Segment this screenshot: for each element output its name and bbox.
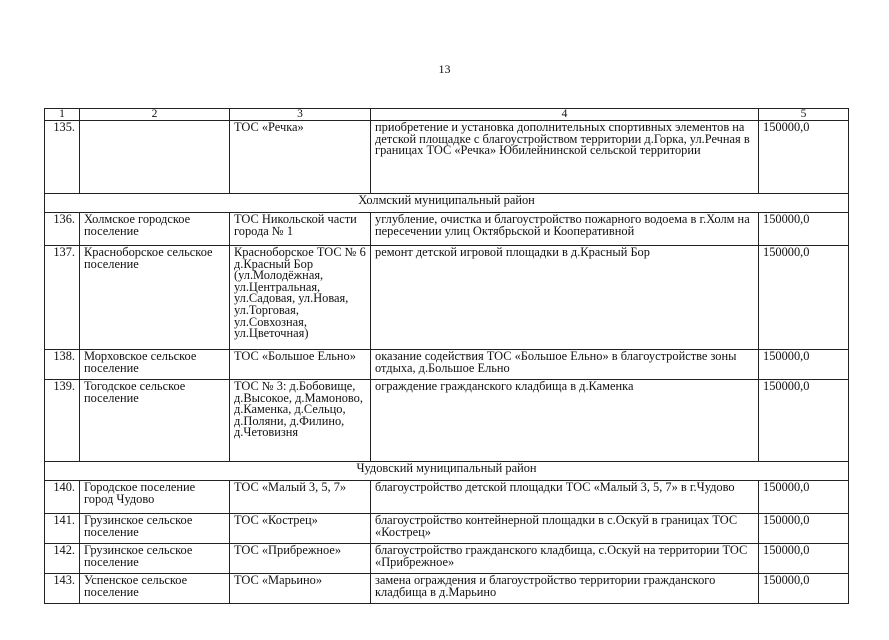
table-row bbox=[45, 481, 849, 514]
description-cell: оказание содействия ТОС «Большое Ельно» в благоустройстве зоны отдыха, д.Большое Ельно bbox=[371, 350, 759, 380]
tos-cell: Красноборское ТОС № 6 д.Красный Бор (ул.Молодёжная, ул.Центральная, ул.Садовая, ул.Новая, ул.Торговая, ул.Совхозная, ул.Цветочная) bbox=[230, 246, 371, 350]
row-number: 143. bbox=[45, 574, 80, 604]
row-number: 137. bbox=[45, 246, 80, 350]
settlement-cell: Тогодское сельское поселение bbox=[80, 380, 230, 462]
description-cell: благоустройство контейнерной площадки в с.Оскуй в границах ТОС «Кострец» bbox=[371, 514, 759, 544]
description-cell: углубление, очистка и благоустройство пожарного водоема в г.Холм на пересечении улиц Октябрьской и Кооперативной bbox=[371, 213, 759, 246]
settlement-cell: Грузинское сельское поселение bbox=[80, 544, 230, 574]
description-cell: благоустройство детской площадки ТОС «Малый 3, 5, 7» в г.Чудово bbox=[371, 481, 759, 514]
table-row bbox=[45, 121, 849, 194]
section-row bbox=[45, 462, 849, 481]
grants-table bbox=[44, 108, 849, 604]
tos-cell: ТОС «Речка» bbox=[230, 121, 371, 194]
amount-cell: 150000,0 bbox=[759, 246, 849, 350]
column-header: 5 bbox=[759, 109, 849, 121]
table-row bbox=[45, 213, 849, 246]
settlement-cell: Успенское сельское поселение bbox=[80, 574, 230, 604]
description-cell: ограждение гражданского кладбища в д.Каменка bbox=[371, 380, 759, 462]
amount-cell: 150000,0 bbox=[759, 121, 849, 194]
column-header: 1 bbox=[45, 109, 80, 121]
section-title: Чудовский муниципальный район bbox=[45, 462, 849, 481]
row-number: 136. bbox=[45, 213, 80, 246]
row-number: 140. bbox=[45, 481, 80, 514]
amount-cell: 150000,0 bbox=[759, 481, 849, 514]
tos-cell: ТОС № 3: д.Бобовище, д.Высокое, д.Мамоново, д.Каменка, д.Сельцо, д.Поляни, д.Филино, д.Четовизня bbox=[230, 380, 371, 462]
row-number: 142. bbox=[45, 544, 80, 574]
settlement-cell: Красноборское сельское поселение bbox=[80, 246, 230, 350]
settlement-cell: Морховское сельское поселение bbox=[80, 350, 230, 380]
page-number: 13 bbox=[438, 62, 451, 76]
row-number: 141. bbox=[45, 514, 80, 544]
description-cell: приобретение и установка дополнительных спортивных элементов на детской площадке с благоустройством территории д.Горка, ул.Речная в границах ТОС «Речка» Юбилейнинской сельской территории bbox=[371, 121, 759, 194]
table-row bbox=[45, 574, 849, 604]
row-number: 139. bbox=[45, 380, 80, 462]
tos-cell: ТОС «Кострец» bbox=[230, 514, 371, 544]
table-header-row bbox=[45, 109, 849, 121]
table-row bbox=[45, 380, 849, 462]
description-cell: благоустройство гражданского кладбища, с.Оскуй на территории ТОС «Прибрежное» bbox=[371, 544, 759, 574]
tos-cell: ТОС «Прибрежное» bbox=[230, 544, 371, 574]
settlement-cell: Городское поселение город Чудово bbox=[80, 481, 230, 514]
amount-cell: 150000,0 bbox=[759, 574, 849, 604]
column-header: 2 bbox=[80, 109, 230, 121]
tos-cell: ТОС Никольской части города № 1 bbox=[230, 213, 371, 246]
table-row bbox=[45, 544, 849, 574]
column-header: 3 bbox=[230, 109, 371, 121]
tos-cell: ТОС «Малый 3, 5, 7» bbox=[230, 481, 371, 514]
tos-cell: ТОС «Марьино» bbox=[230, 574, 371, 604]
amount-cell: 150000,0 bbox=[759, 514, 849, 544]
amount-cell: 150000,0 bbox=[759, 213, 849, 246]
tos-cell: ТОС «Большое Ельно» bbox=[230, 350, 371, 380]
table-row bbox=[45, 350, 849, 380]
row-number: 138. bbox=[45, 350, 80, 380]
settlement-cell: Холмское городское поселение bbox=[80, 213, 230, 246]
section-row bbox=[45, 194, 849, 213]
row-number: 135. bbox=[45, 121, 80, 194]
table-row bbox=[45, 514, 849, 544]
section-title: Холмский муниципальный район bbox=[45, 194, 849, 213]
amount-cell: 150000,0 bbox=[759, 544, 849, 574]
table-row bbox=[45, 246, 849, 350]
column-header: 4 bbox=[371, 109, 759, 121]
settlement-cell bbox=[80, 121, 230, 194]
description-cell: замена ограждения и благоустройство территории гражданского кладбища в д.Марьино bbox=[371, 574, 759, 604]
description-cell: ремонт детской игровой площадки в д.Красный Бор bbox=[371, 246, 759, 350]
amount-cell: 150000,0 bbox=[759, 350, 849, 380]
settlement-cell: Грузинское сельское поселение bbox=[80, 514, 230, 544]
amount-cell: 150000,0 bbox=[759, 380, 849, 462]
